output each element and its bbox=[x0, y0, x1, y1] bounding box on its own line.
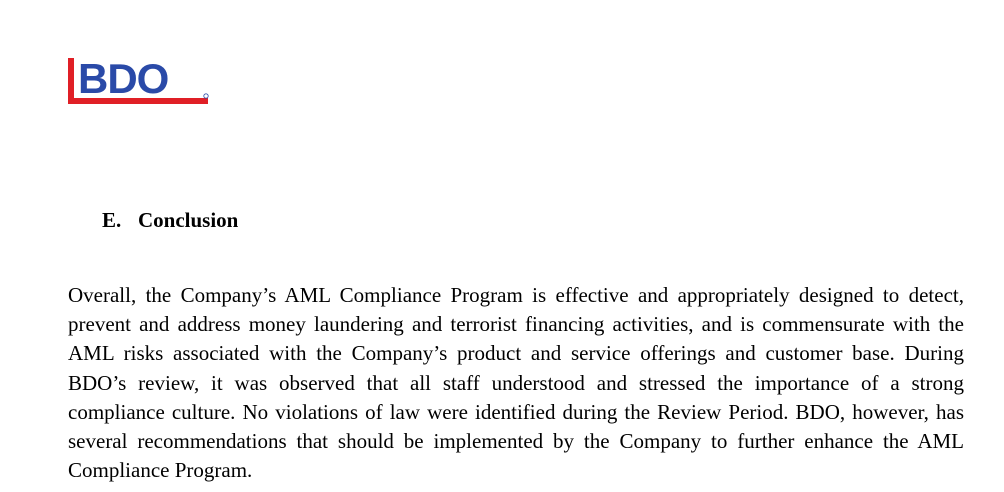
bdo-logo bbox=[68, 56, 213, 108]
bdo-logo-icon bbox=[68, 56, 213, 108]
bdo-logo-text: BDO bbox=[78, 56, 169, 102]
conclusion-paragraph: Overall, the Company’s AML Compliance Program is effective and appropriately designed to detect, prevent and address money laundering and terrorist financing activities, and is commensurate with the AML risks associated with the Company’s product and service offerings and customer base. During BDO’s review, it was observed that all staff understood and stressed the importance of a strong compliance culture. No violations of law were identified during the Review Period. BDO, however, has several recommendations that should be implemented by the Company to further enhance the AML Compliance Program. bbox=[68, 283, 964, 483]
section-number: E. bbox=[102, 208, 122, 232]
section-title: Conclusion bbox=[138, 208, 239, 232]
section-heading bbox=[102, 206, 238, 234]
